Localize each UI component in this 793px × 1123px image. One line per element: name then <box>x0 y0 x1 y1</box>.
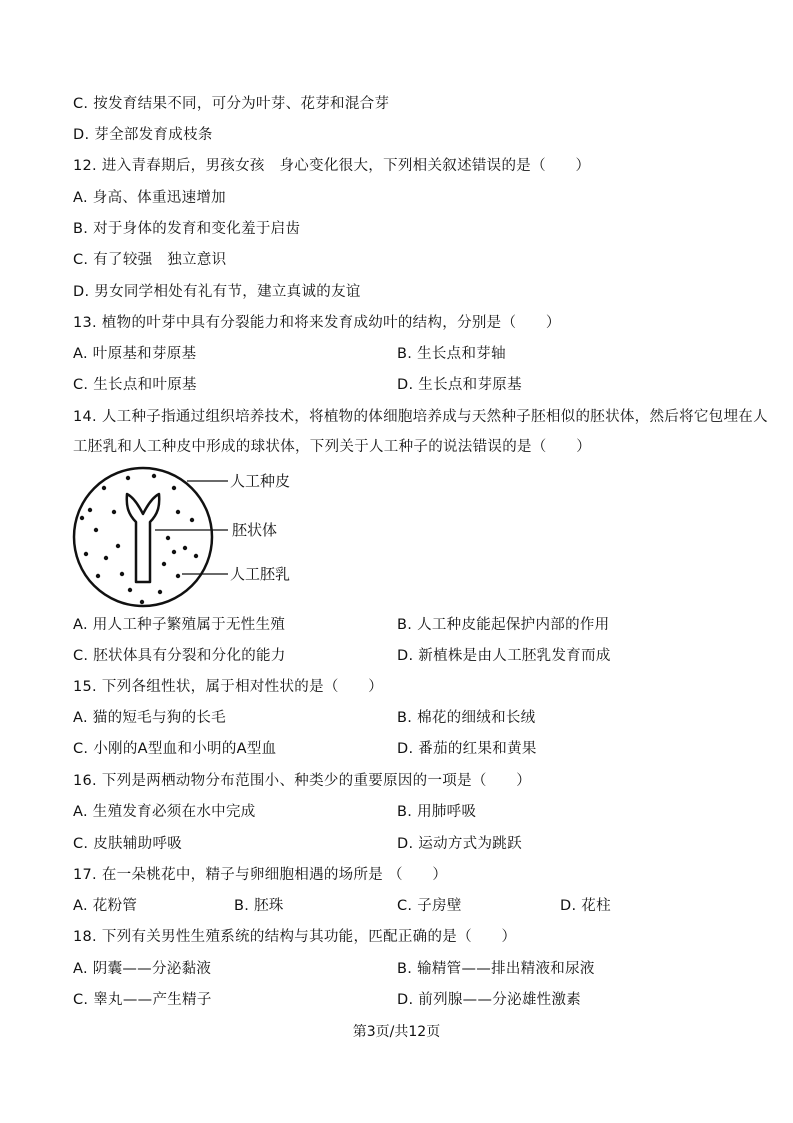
q18-option-d: D. 前列腺——分泌雄性激素 <box>397 992 582 1008</box>
endosperm-dots <box>80 474 198 604</box>
q18-option-b: B. 输精管——排出精液和尿液 <box>397 961 595 977</box>
q17-option-b: B. 胚珠 <box>234 898 284 914</box>
q14-option-a: A. 用人工种子繁殖属于无性生殖 <box>73 617 286 633</box>
q14-option-b: B. 人工种皮能起保护内部的作用 <box>397 617 610 633</box>
q15-stem: 15. 下列各组性状，属于相对性状的是（ ） <box>73 679 384 695</box>
q16-option-d: D. 运动方式为跳跃 <box>397 836 522 852</box>
q14-stem-line1: 14. 人工种子指通过组织培养技术，将植物的体细胞培养成与天然种子胚相似的胚状体，然后将它包埋在人 <box>73 409 768 425</box>
q15-option-d: D. 番茄的红果和黄果 <box>397 741 537 757</box>
q13-option-d: D. 生长点和芽原基 <box>397 377 522 393</box>
q17-option-c: C. 子房壁 <box>397 898 462 914</box>
q16-stem: 16. 下列是两栖动物分布范围小、种类少的重要原因的一项是（ ） <box>73 773 532 789</box>
q16-option-c: C. 皮肤辅助呼吸 <box>73 836 183 852</box>
embryoid-shape <box>127 494 159 582</box>
q14-stem-line2: 工胚乳和人工种皮中形成的球状体，下列关于人工种子的说法错误的是（ ） <box>73 439 591 455</box>
q14-option-c: C. 胚状体具有分裂和分化的能力 <box>73 648 286 664</box>
q15-option-a: A. 猫的短毛与狗的长毛 <box>73 710 226 726</box>
q17-option-d: D. 花柱 <box>560 898 611 914</box>
q12-option-d: D. 男女同学相处有礼有节，建立真诚的友谊 <box>73 284 361 300</box>
q11-option-d: D. 芽全部发育成枝条 <box>73 127 213 143</box>
q11-option-c: C. 按发育结果不同，可分为叶芽、花芽和混合芽 <box>73 96 390 112</box>
q17-stem: 17. 在一朵桃花中，精子与卵细胞相遇的场所是 （ ） <box>73 867 448 883</box>
q12-option-c: C. 有了较强 独立意识 <box>73 252 227 268</box>
q18-stem: 18. 下列有关男性生殖系统的结构与其功能，匹配正确的是（ ） <box>73 929 517 945</box>
q15-option-b: B. 棉花的细绒和长绒 <box>397 710 536 726</box>
q14-option-d: D. 新植株是由人工胚乳发育而成 <box>397 648 611 664</box>
label-artificial-seed-coat: 人工种皮 <box>230 472 291 490</box>
q18-option-c: C. 睾丸——产生精子 <box>73 992 212 1008</box>
q12-option-a: A. 身高、体重迅速增加 <box>73 190 226 206</box>
q13-option-b: B. 生长点和芽轴 <box>397 346 506 362</box>
q18-option-a: A. 阴囊——分泌黏液 <box>73 961 212 977</box>
q17-option-a: A. 花粉管 <box>73 898 138 914</box>
q15-option-c: C. 小刚的A型血和小明的A型血 <box>73 741 277 757</box>
label-embryoid: 胚状体 <box>232 521 278 539</box>
q12-option-b: B. 对于身体的发育和变化羞于启齿 <box>73 221 301 237</box>
q13-option-a: A. 叶原基和芽原基 <box>73 346 197 362</box>
q16-option-b: B. 用肺呼吸 <box>397 804 477 820</box>
q16-option-a: A. 生殖发育必须在水中完成 <box>73 804 256 820</box>
seed-coat-outline <box>74 468 212 606</box>
page-number-footer: 第3页/共12页 <box>352 1024 441 1040</box>
label-artificial-endosperm: 人工胚乳 <box>230 565 291 583</box>
q12-stem: 12. 进入青春期后，男孩女孩 身心变化很大，下列相关叙述错误的是（ ） <box>73 158 591 174</box>
q13-stem: 13. 植物的叶芽中具有分裂能力和将来发育成幼叶的结构，分别是（ ） <box>73 315 561 331</box>
q13-option-c: C. 生长点和叶原基 <box>73 377 197 393</box>
